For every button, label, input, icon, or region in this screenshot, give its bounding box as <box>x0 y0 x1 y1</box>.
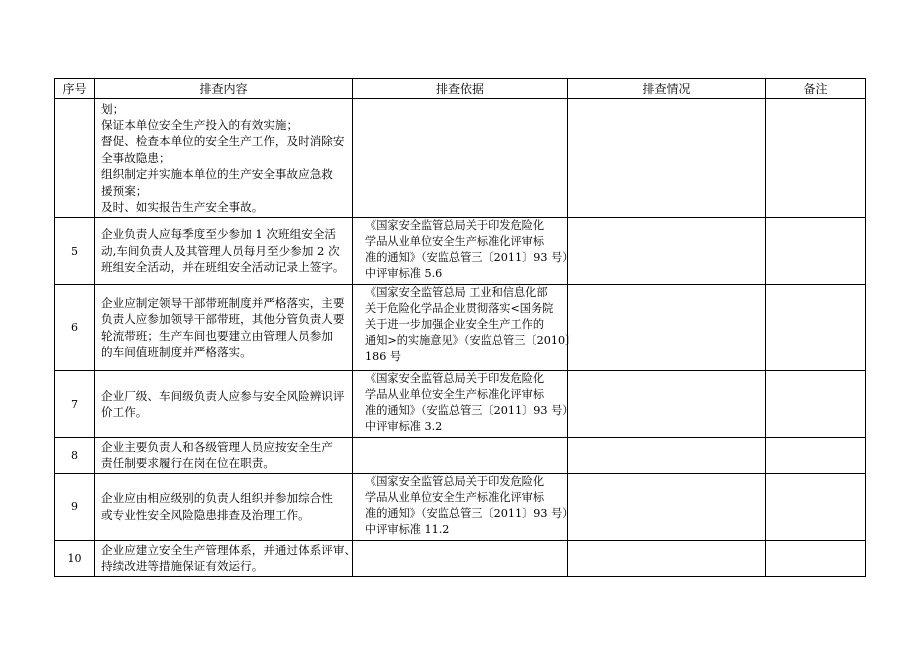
basis-line: 《国家安全监管总局关于印发危险化 <box>365 474 545 488</box>
remark <box>766 473 866 540</box>
inspection-status <box>568 473 766 540</box>
content-line: 企业应由相应级别的负责人组织并参加综合性 <box>101 491 333 506</box>
inspection-basis <box>353 438 568 474</box>
content-line: 企业应制定领导干部带班制度并严格落实，主要 <box>101 295 345 310</box>
inspection-content <box>95 218 353 285</box>
content-line: 责任制要求履行在岗在位在职责。 <box>101 456 275 471</box>
content-line: 组织制定并实施本单位的生产安全事故应急救 <box>101 167 333 182</box>
inspection-basis <box>353 540 568 576</box>
row-number: 10 <box>55 540 95 576</box>
header-remark: 备注 <box>766 79 866 99</box>
table-body <box>55 99 866 577</box>
content-line: 动,车间负责人及其管理人员每月至少参加 2 次 <box>101 243 340 258</box>
inspection-status <box>568 218 766 285</box>
inspection-basis <box>353 218 574 285</box>
header-status: 排查情况 <box>568 79 766 99</box>
basis-line: 准的通知》（安监总管三〔2011〕93 号） <box>365 251 574 264</box>
content-line: 价工作。 <box>101 405 148 419</box>
basis-line: 中评审标准 5.6 <box>365 267 443 280</box>
content-line: 轮流带班；生产车间也要建立由管理人员参加 <box>101 328 333 343</box>
remark <box>766 438 866 474</box>
inspection-basis <box>353 371 574 438</box>
inspection-content <box>95 473 353 540</box>
content-line: 负责人应参加领导干部带班，其他分管负责人要 <box>101 312 345 327</box>
remark <box>766 540 866 576</box>
inspection-status <box>568 438 766 474</box>
basis-line: 186 号 <box>365 350 402 363</box>
content-line: 企业主要负责人和各级管理人员应按安全生产 <box>101 440 333 454</box>
basis-line: 《国家安全监管总局 工业和信息化部 <box>365 286 548 299</box>
inspection-status <box>568 371 766 438</box>
inspection-content <box>95 540 357 576</box>
remark <box>766 371 866 438</box>
inspection-basis <box>353 285 577 371</box>
basis-line: 通知>的实施意见》（安监总管三〔2010〕 <box>365 334 577 347</box>
inspection-content <box>95 285 353 371</box>
table-row <box>55 438 866 474</box>
inspection-status <box>568 99 766 218</box>
inspection-basis <box>353 473 574 540</box>
remark <box>766 285 866 371</box>
row-number: 6 <box>55 285 95 371</box>
content-line: 企业应建立安全生产管理体系，并通过体系评审、 <box>101 542 357 557</box>
content-line: 的车间值班制度并严格落实。 <box>101 344 252 359</box>
content-line: 保证本单位安全生产投入的有效实施； <box>101 117 299 132</box>
content-line: 全事故隐患； <box>101 150 171 165</box>
row-number <box>55 99 95 218</box>
content-line: 援预案； <box>101 183 148 198</box>
table-row <box>55 285 866 371</box>
content-line: 企业负责人应每季度至少参加 1 次班组安全活 <box>101 227 337 242</box>
basis-line: 准的通知》（安监总管三〔2011〕93 号） <box>365 404 574 417</box>
row-number: 7 <box>55 371 95 438</box>
content-line: 或专业性安全风险隐患排查及治理工作。 <box>101 507 310 522</box>
header-no: 序号 <box>55 79 95 99</box>
table-row <box>55 540 866 576</box>
table-row <box>55 218 866 285</box>
inspection-table <box>54 78 866 577</box>
basis-line: 关于进一步加强企业安全生产工作的 <box>365 318 545 331</box>
inspection-status <box>568 285 766 371</box>
basis-line: 中评审标准 3.2 <box>365 420 443 433</box>
inspection-basis <box>353 99 568 218</box>
basis-line: 准的通知》（安监总管三〔2011〕93 号） <box>365 506 574 520</box>
table-row <box>55 99 866 218</box>
basis-line: 关于危险化学品企业贯彻落实<国务院 <box>365 302 554 315</box>
table-row <box>55 371 866 438</box>
remark <box>766 218 866 285</box>
content-line: 班组安全活动，并在班组安全活动记录上签字。 <box>101 260 345 275</box>
inspection-content <box>95 99 353 218</box>
content-line: 企业厂级、车间级负责人应参与安全风险辨识评 <box>101 388 345 403</box>
row-number: 9 <box>55 473 95 540</box>
content-line: 及时、如实报告生产安全事故。 <box>101 200 264 215</box>
table-row <box>55 473 866 540</box>
inspection-status <box>568 540 766 576</box>
basis-line: 学品从业单位安全生产标准化评审标 <box>365 490 545 504</box>
inspection-content <box>95 438 353 474</box>
basis-line: 中评审标准 11.2 <box>365 522 450 536</box>
content-line: 督促、检查本单位的安全生产工作，及时消除安 <box>101 134 345 149</box>
inspection-content <box>95 371 353 438</box>
header-basis: 排查依据 <box>353 79 568 99</box>
header-row <box>55 79 866 99</box>
content-line: 持续改进等措施保证有效运行。 <box>101 559 264 574</box>
basis-line: 《国家安全监管总局关于印发危险化 <box>365 372 545 385</box>
remark <box>766 99 866 218</box>
basis-line: 学品从业单位安全生产标准化评审标 <box>365 235 545 248</box>
basis-line: 学品从业单位安全生产标准化评审标 <box>365 388 545 401</box>
row-number: 8 <box>55 438 95 474</box>
content-line: 划； <box>101 101 125 116</box>
header-content: 排查内容 <box>95 79 353 99</box>
row-number: 5 <box>55 218 95 285</box>
basis-line: 《国家安全监管总局关于印发危险化 <box>365 219 545 232</box>
